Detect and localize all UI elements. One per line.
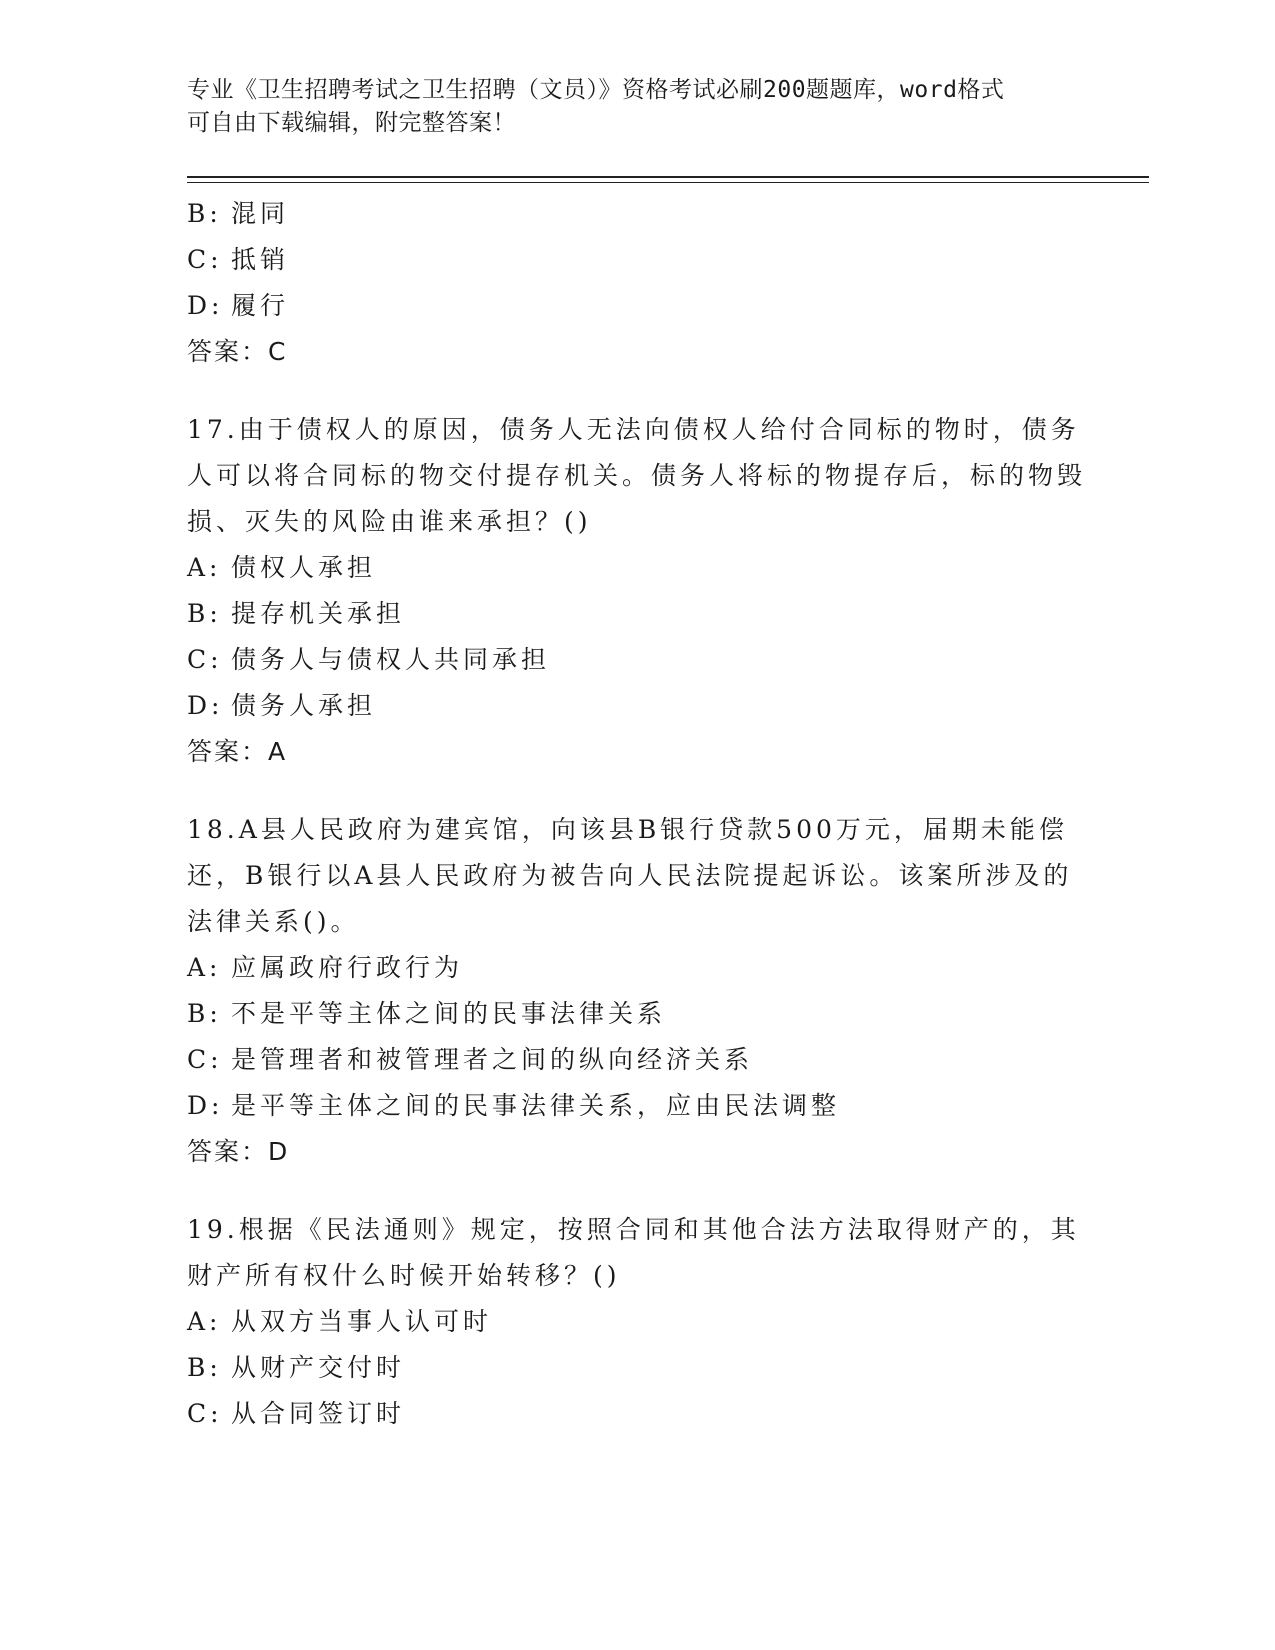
option-a: A: 债权人承担	[187, 553, 377, 582]
header-line-2: 可自由下载编辑，附完整答案！	[187, 110, 516, 136]
option-b: B: 提存机关承担	[187, 599, 406, 628]
document-header-note	[187, 74, 1087, 140]
option-d: D: 履行	[187, 291, 290, 320]
option-d: D: 债务人承担	[187, 691, 377, 720]
option-a: A: 应属政府行政行为	[187, 953, 464, 982]
question-19	[187, 1207, 1087, 1437]
question-stem: 17.由于债权人的原因，债务人无法向债权人给付合同标的物时，债务人可以将合同标的物交付提存机关。债务人将标的物提存后，标的物毁损、灭失的风险由谁来承担？()	[187, 415, 1087, 536]
answer: 答案：C	[187, 337, 288, 366]
option-b: B: 不是平等主体之间的民事法律关系	[187, 999, 667, 1028]
option-b: B: 从财产交付时	[187, 1353, 406, 1382]
header-line-1: 专业《卫生招聘考试之卫生招聘（文员）》资格考试必刷200题题库，word格式	[187, 77, 1005, 103]
question-16-tail	[187, 191, 1087, 375]
question-stem: 19.根据《民法通则》规定，按照合同和其他合法方法取得财产的，其财产所有权什么时候开始转移？()	[187, 1215, 1080, 1290]
document-body	[187, 191, 1087, 1437]
option-d: D: 是平等主体之间的民事法律关系，应由民法调整	[187, 1091, 841, 1120]
option-c: C: 抵销	[187, 245, 290, 274]
header-divider-thin	[187, 182, 1149, 183]
option-b: B: 混同	[187, 199, 290, 228]
answer: 答案：D	[187, 1137, 290, 1166]
option-c: C: 从合同签订时	[187, 1399, 406, 1428]
option-c: C: 是管理者和被管理者之间的纵向经济关系	[187, 1045, 754, 1074]
option-c: C: 债务人与债权人共同承担	[187, 645, 551, 674]
question-17	[187, 407, 1087, 775]
answer: 答案：A	[187, 737, 288, 766]
question-stem: 18.A县人民政府为建宾馆，向该县B银行贷款500万元，届期未能偿还，B银行以A县人民政府为被告向人民法院提起诉讼。该案所涉及的法律关系()。	[187, 815, 1073, 936]
question-18	[187, 807, 1087, 1175]
option-a: A: 从双方当事人认可时	[187, 1307, 493, 1336]
header-divider-thick	[187, 176, 1149, 178]
